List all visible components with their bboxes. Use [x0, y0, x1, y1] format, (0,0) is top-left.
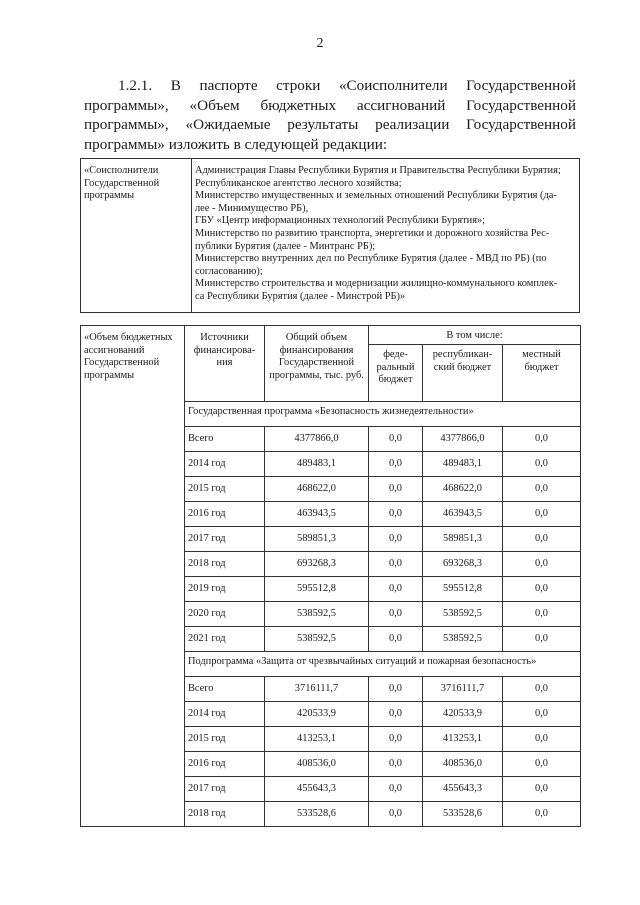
- cell-federal: 0,0: [369, 527, 423, 552]
- row-label: 2021 год: [185, 627, 265, 652]
- header-republic: республикан-ский бюджет: [423, 345, 503, 402]
- row-label: 2016 год: [185, 502, 265, 527]
- cell-local: 0,0: [503, 477, 581, 502]
- cell-republic: 595512,8: [423, 577, 503, 602]
- coexecutors-table: [80, 158, 580, 313]
- header-local: местный бюджет: [503, 345, 581, 402]
- cell-republic: 420533,9: [423, 702, 503, 727]
- coexecutors-label: «Соисполнители Государственной программы: [81, 159, 192, 313]
- header-source: Источники финансирова-ния: [185, 326, 265, 402]
- cell-local: 0,0: [503, 452, 581, 477]
- coexecutor-line: Республиканское агентство лесного хозяйства;: [195, 177, 402, 189]
- cell-federal: 0,0: [369, 552, 423, 577]
- row-label: 2014 год: [185, 452, 265, 477]
- header-including: В том числе:: [369, 326, 581, 345]
- budget-header-row: [81, 326, 581, 345]
- section-title: Подпрограмма «Защита от чрезвычайных ситуаций и пожарная безопасность»: [185, 652, 581, 677]
- coexecutors-list: [192, 159, 580, 313]
- cell-total: 413253,1: [265, 727, 369, 752]
- row-label: Всего: [185, 677, 265, 702]
- cell-republic: 693268,3: [423, 552, 503, 577]
- cell-total: 408536,0: [265, 752, 369, 777]
- cell-local: 0,0: [503, 502, 581, 527]
- cell-federal: 0,0: [369, 577, 423, 602]
- cell-local: 0,0: [503, 627, 581, 652]
- cell-republic: 4377866,0: [423, 427, 503, 452]
- cell-republic: 533528,6: [423, 802, 503, 827]
- coexecutor-line: лее - Минимущество РБ),: [195, 202, 309, 214]
- cell-local: 0,0: [503, 777, 581, 802]
- section-title: Государственная программа «Безопасность жизнедеятельности»: [185, 402, 581, 427]
- cell-local: 0,0: [503, 677, 581, 702]
- row-label: 2016 год: [185, 752, 265, 777]
- cell-federal: 0,0: [369, 702, 423, 727]
- row-label: 2020 год: [185, 602, 265, 627]
- cell-total: 420533,9: [265, 702, 369, 727]
- cell-local: 0,0: [503, 802, 581, 827]
- cell-total: 533528,6: [265, 802, 369, 827]
- cell-federal: 0,0: [369, 427, 423, 452]
- coexecutor-line: Министерство строительства и модернизации жилищно-коммунального комплек-: [195, 278, 558, 290]
- page-number: 2: [316, 36, 324, 51]
- cell-total: 489483,1: [265, 452, 369, 477]
- coexecutor-line: Администрация Главы Республики Бурятия и Правительства Республики Бурятия;: [195, 165, 561, 176]
- cell-total: 693268,3: [265, 552, 369, 577]
- coexecutor-line: Министерство внутренних дел по Республике Бурятия (далее - МВД по РБ) (по: [195, 253, 547, 265]
- row-label: 2018 год: [185, 552, 265, 577]
- cell-federal: 0,0: [369, 802, 423, 827]
- coexecutor-line: Министерство имущественных и земельных отношений Республики Бурятия (да-: [195, 190, 557, 202]
- cell-local: 0,0: [503, 702, 581, 727]
- intro-text: 1.2.1. В паспорте строки «Соисполнители Государственной программы», «Объем бюджетных ассигнований Государственной программы», «Ожидаемые результаты реализации Государственной программы» изложить в следующей редакции:: [84, 77, 576, 153]
- coexecutor-line: са Республики Бурятия (далее - Минстрой РБ)»: [195, 290, 406, 302]
- cell-total: 4377866,0: [265, 427, 369, 452]
- cell-local: 0,0: [503, 552, 581, 577]
- row-label: 2018 год: [185, 802, 265, 827]
- coexecutor-line: Министерство по развитию транспорта, энергетики и дорожного хозяйства Рес-: [195, 227, 550, 239]
- header-total: Общий объем финансирования Государственной программы, тыс. руб.: [265, 326, 369, 402]
- cell-federal: 0,0: [369, 452, 423, 477]
- cell-total: 455643,3: [265, 777, 369, 802]
- row-label: 2017 год: [185, 777, 265, 802]
- budget-table: [80, 325, 581, 827]
- cell-republic: 589851,3: [423, 527, 503, 552]
- coexecutor-line: согласованию);: [195, 265, 263, 277]
- header-federal: феде-ральный бюджет: [369, 345, 423, 402]
- row-label: 2017 год: [185, 527, 265, 552]
- cell-total: 538592,5: [265, 602, 369, 627]
- cell-republic: 463943,5: [423, 502, 503, 527]
- cell-republic: 538592,5: [423, 602, 503, 627]
- intro-paragraph: [84, 76, 576, 154]
- cell-federal: 0,0: [369, 602, 423, 627]
- row-label: Всего: [185, 427, 265, 452]
- cell-republic: 3716111,7: [423, 677, 503, 702]
- cell-local: 0,0: [503, 752, 581, 777]
- cell-republic: 468622,0: [423, 477, 503, 502]
- cell-total: 595512,8: [265, 577, 369, 602]
- cell-local: 0,0: [503, 527, 581, 552]
- cell-federal: 0,0: [369, 502, 423, 527]
- cell-total: 463943,5: [265, 502, 369, 527]
- cell-local: 0,0: [503, 427, 581, 452]
- row-label: 2015 год: [185, 477, 265, 502]
- cell-republic: 455643,3: [423, 777, 503, 802]
- cell-total: 3716111,7: [265, 677, 369, 702]
- coexecutor-line: ГБУ «Центр информационных технологий Республики Бурятия»;: [195, 215, 486, 227]
- row-label: 2019 год: [185, 577, 265, 602]
- cell-federal: 0,0: [369, 727, 423, 752]
- cell-republic: 489483,1: [423, 452, 503, 477]
- cell-local: 0,0: [503, 727, 581, 752]
- cell-republic: 408536,0: [423, 752, 503, 777]
- cell-federal: 0,0: [369, 477, 423, 502]
- row-label: 2015 год: [185, 727, 265, 752]
- cell-republic: 413253,1: [423, 727, 503, 752]
- cell-federal: 0,0: [369, 627, 423, 652]
- row-label: 2014 год: [185, 702, 265, 727]
- cell-total: 538592,5: [265, 627, 369, 652]
- cell-republic: 538592,5: [423, 627, 503, 652]
- budget-label: «Объем бюджетных ассигнований Государственной программы: [81, 326, 185, 827]
- cell-federal: 0,0: [369, 677, 423, 702]
- cell-federal: 0,0: [369, 752, 423, 777]
- cell-federal: 0,0: [369, 777, 423, 802]
- cell-local: 0,0: [503, 577, 581, 602]
- coexecutor-line: публики Бурятия (далее - Минтранс РБ);: [195, 240, 376, 252]
- coexecutors-row: [81, 159, 580, 313]
- cell-local: 0,0: [503, 602, 581, 627]
- cell-total: 468622,0: [265, 477, 369, 502]
- cell-total: 589851,3: [265, 527, 369, 552]
